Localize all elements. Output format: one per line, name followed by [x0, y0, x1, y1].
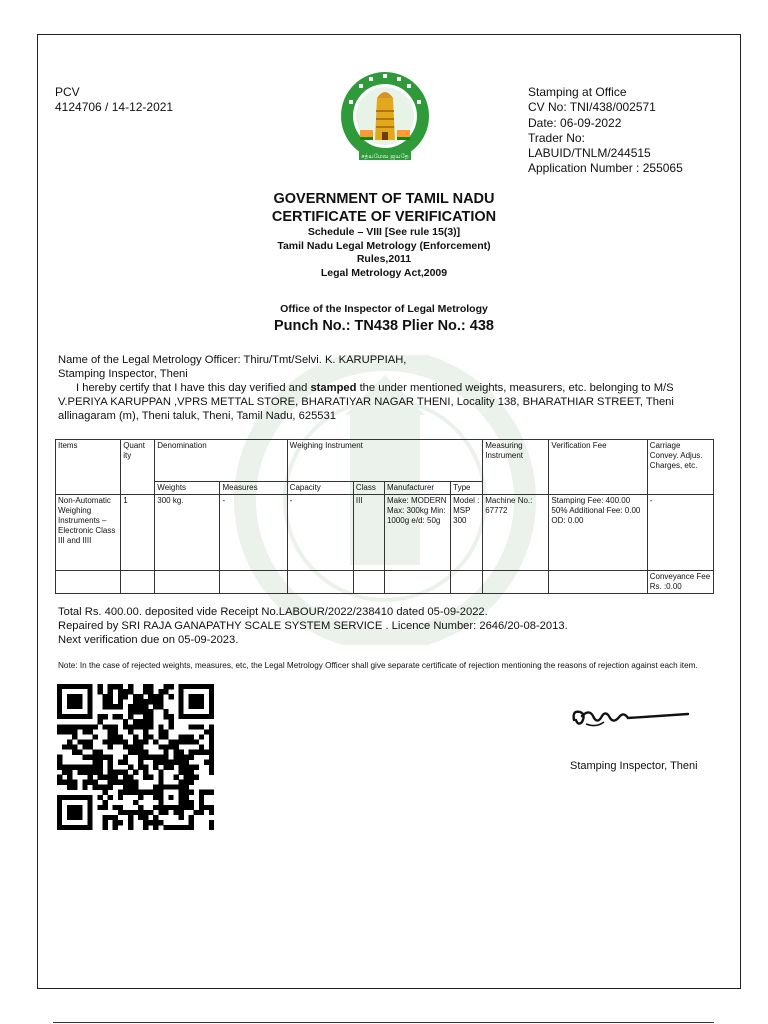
cell-measures: - [220, 495, 287, 571]
additional-fee: 50% Additional Fee: 0.00 [551, 506, 641, 515]
verification-table [55, 439, 714, 594]
cv-number: CV No: TNI/438/002571 [528, 100, 656, 115]
rules-line-1: Tamil Nadu Legal Metrology (Enforcement) [277, 239, 491, 252]
trader-address: allinagaram (m), Theni taluk, Theni, Tamil Nadu, 625531 [58, 410, 336, 422]
pcv-label: PCV [55, 85, 80, 99]
next-verification: Next verification due on 05-09-2023. [58, 634, 239, 646]
payment-details [58, 605, 568, 647]
cell-type: Model : MSP 300 [451, 495, 483, 571]
subheader-class: Class [353, 482, 384, 495]
schedule-rule: Schedule – VIII [See rule 15(3)] [307, 226, 461, 238]
certify-text-pre: I hereby certify that I have this day verified and [76, 382, 311, 394]
header-carriage: Carriage Convey. Adjus. Charges, etc. [647, 440, 713, 495]
empty-cell [155, 571, 220, 594]
stamping-fee: Stamping Fee: 400.00 [551, 496, 631, 505]
certify-statement [58, 381, 718, 395]
cell-capacity: - [287, 495, 353, 571]
empty-cell [451, 571, 483, 594]
repairer-details: Repaired by SRI RAJA GANAPATHY SCALE SYSTEM SERVICE . Licence Number: 2646/20-08-2013. [58, 620, 568, 632]
signature-icon [568, 700, 690, 734]
certify-text-post: the under mentioned weights, measurers, etc. belonging to M/S [356, 382, 674, 394]
schedule-block [0, 226, 768, 280]
subheader-measures: Measures [220, 482, 287, 495]
subheader-weights: Weights [155, 482, 220, 495]
rules-line-2: Rules,2011 [356, 253, 412, 265]
subheader-type: Type [451, 482, 483, 495]
subheader-capacity: Capacity [287, 482, 353, 495]
tamil-nadu-emblem-icon [339, 70, 431, 166]
page-bottom-rule [53, 1022, 714, 1023]
officer-name: Name of the Legal Metrology Officer: Thiru/Tmt/Selvi. K. KARUPPIAH, [58, 354, 407, 366]
pcv-number-date: 4124706 / 14-12-2021 [55, 100, 174, 114]
stamping-details-block [528, 85, 683, 177]
cell-items: Non-Automatic Weighing Instruments – Electronic Class III and IIII [56, 495, 121, 571]
punch-plier-number: Punch No.: TN438 Plier No.: 438 [274, 318, 494, 334]
header-measuring-instrument: Measuring Instrument [483, 440, 549, 495]
cell-quantity: 1 [121, 495, 155, 571]
header-quantity: Quant ity [121, 440, 155, 495]
cell-class: III [353, 495, 384, 571]
empty-cell [121, 571, 155, 594]
trader-line: V.PERIYA KARUPPAN ,VPRS METTAL STORE, BHARATIYAR NAGAR THENI, Locality 138, BHARATHIAR STREET, Theni [58, 396, 674, 408]
cell-verification-fee [549, 495, 647, 571]
certify-text-bold: stamped [310, 382, 357, 394]
rejection-note: Note: In the case of rejected weights, measures, etc, the Legal Metrology Officer shall give separate certificate of rejection mentioning the reasons of rejection against each item. [58, 661, 698, 670]
table-header-row [56, 440, 714, 482]
certificate-date: Date: 06-09-2022 [528, 115, 622, 130]
cell-carriage: - [647, 495, 713, 571]
cell-manufacturer: Make: MODERN Max: 300kg Min: 1000g e/d: 50g [384, 495, 450, 571]
trader-number-label: Trader No: [528, 130, 585, 145]
signatory-designation: Stamping Inspector, Theni [570, 760, 698, 772]
certification-paragraph [58, 353, 718, 423]
cell-measuring: Machine No.: 67772 [483, 495, 549, 571]
officer-designation: Stamping Inspector, Theni [58, 368, 188, 380]
government-title: GOVERNMENT OF TAMIL NADU [273, 191, 495, 207]
office-title: Office of the Inspector of Legal Metrology [280, 303, 488, 315]
empty-cell [549, 571, 647, 594]
table-row [56, 495, 714, 571]
empty-cell [353, 571, 384, 594]
certificate-title: CERTIFICATE OF VERIFICATION [271, 209, 497, 225]
act-line: Legal Metrology Act,2009 [320, 266, 448, 279]
stamping-location: Stamping at Office [528, 85, 627, 99]
total-deposit: Total Rs. 400.00. deposited vide Receipt No.LABOUR/2022/238410 dated 05-09-2022. [58, 606, 488, 618]
pcv-block [55, 85, 173, 115]
subheader-manufacturer: Manufacturer [384, 482, 450, 495]
trader-number: LABUID/TNLM/244515 [528, 146, 651, 161]
empty-cell [287, 571, 353, 594]
od-fee: OD: 0.00 [551, 516, 584, 525]
empty-cell [483, 571, 549, 594]
empty-cell [220, 571, 287, 594]
header-weighing-instrument: Weighing Instrument [287, 440, 483, 482]
svg-text:சத்யமேவ ஜயதே: சத்யமேவ ஜயதே [361, 153, 409, 160]
header-items: Items [56, 440, 121, 495]
empty-cell [56, 571, 121, 594]
conveyance-fee: Conveyance Fee Rs. :0.00 [647, 571, 713, 594]
application-number: Application Number : 255065 [528, 161, 683, 176]
cell-weights: 300 kg. [155, 495, 220, 571]
header-verification-fee: Verification Fee [549, 440, 647, 495]
qr-code-icon [57, 684, 214, 830]
table-footer-row [56, 571, 714, 594]
header-denomination: Denomination [155, 440, 287, 482]
empty-cell [384, 571, 450, 594]
